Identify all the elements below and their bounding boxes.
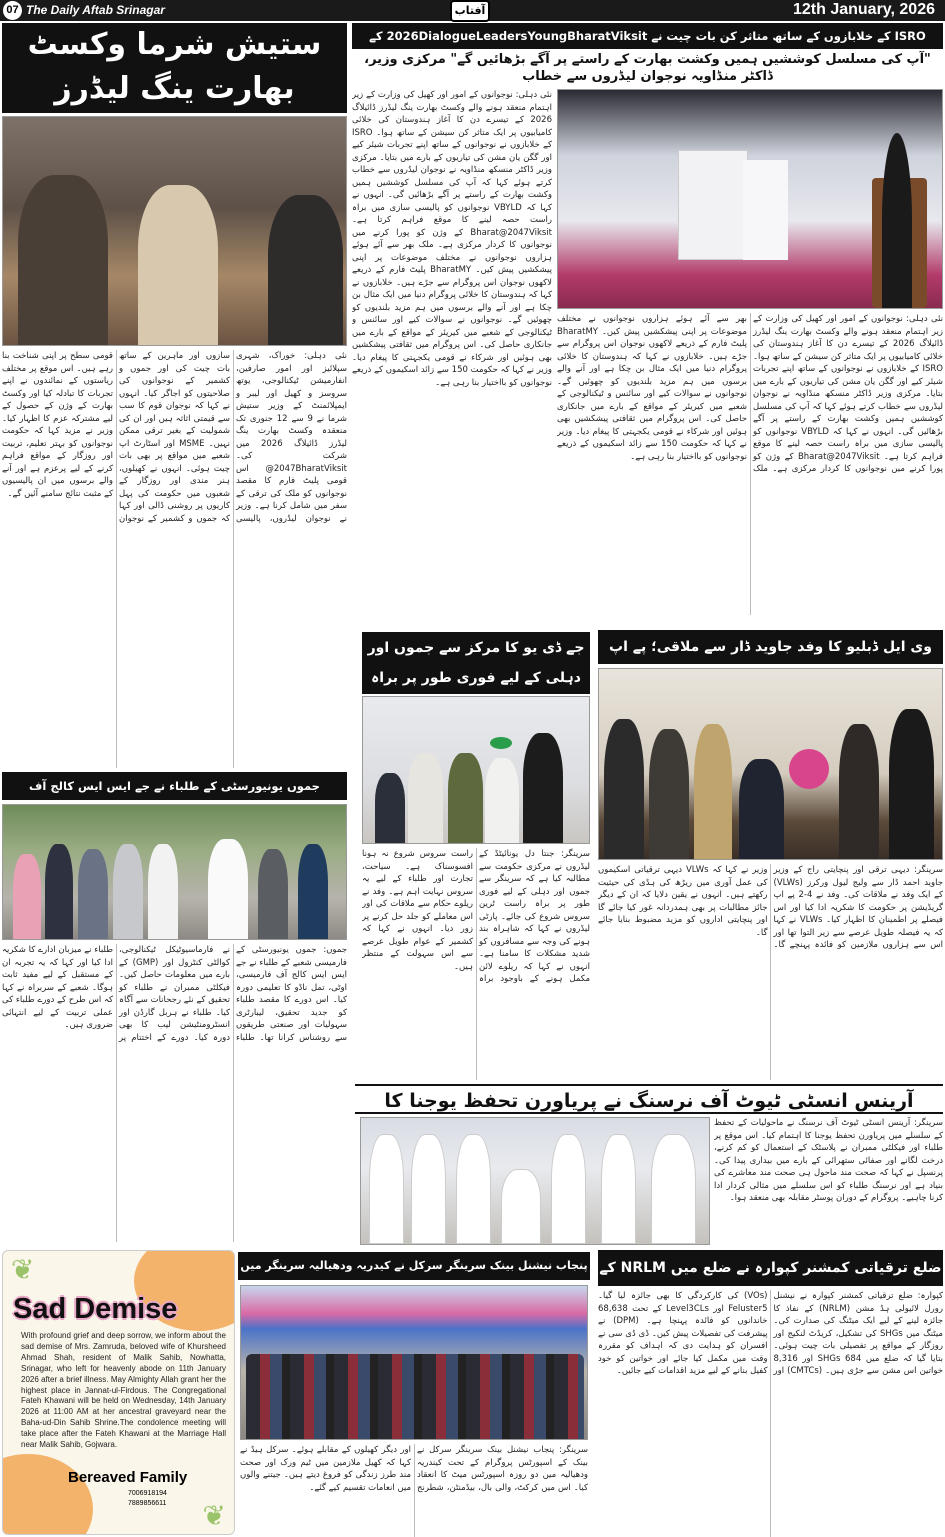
isro-body-col1: نئی دہلی: نوجوانوں کے امور اور کھیل کی وزارت کے زیر اہتمام منعقد ہونے والے وکسٹ بھارت ینگ لیڈرز ڈائیلاگ 2026 کے تیسرے دن کا آغاز ہندوستان کی خلائی کامیابیوں پر ایک متاثر کن سیشن کے ساتھ ہوا۔ ISRO کے خلابازوں نے نوجوانوں کے ساتھ اپنے تجربات شیئر کیے اور گگن یان مشن کی تیاریوں کے بارے میں بتایا۔ مرکزی وزیر ڈاکٹر منسکھ منڈاویہ نے نوجوان لیڈروں سے خطاب کرتے ہوئے کہا کہ آپ کی مسلسل کوششیں ہمیں وکشت بھارت کے راستے پر آگے بڑھائیں گی۔ انہوں نے کہا کہ VBYLD نوجوانوں کو پالیسی سازی میں براہ راست حصہ لینے کا موقع فراہم کرتا ہے۔ ‎Bharat@2047Viksit‎ کے وژن کو پورا کرنے میں نوجوانوں کا کردار مرکزی ہے۔ ملک بھر سے آئے ہوئے ہزاروں نوجوانوں نے مختلف موضوعات پر اپنی پیشکشیں پیش کیں۔ BharatMY پلیٹ فارم کے ذریعے لاکھوں نوجوان اس پروگرام سے جڑے ہیں۔ خلابازوں نے کہا کہ ہندوستان کا خلائی پروگرام دنیا میں ایک مثال بن چکا ہے اور آنے والے برسوں میں ہم مزید بلندیوں کو چھوئیں گے۔ نوجوانوں نے سوالات کیے اور سائنس و ٹیکنالوجی کے شعبے میں کیریئر کے مواقع کے بارے میں جانکاری حاصل کی۔ اس پروگرام میں ثقافتی پیشکشیں بھی ہوئیں اور شرکاء نے قومی یکجہتی کا پیغام دیا۔ وزیر نے کہا کہ حکومت 150 سے زائد اسکیموں کے ذریعے نوجوانوں کو بااختیار بنا رہی ہے۔ <box>352 90 552 388</box>
obituary-phones <box>128 1489 167 1509</box>
leaders-photo <box>2 116 347 346</box>
obituary-signature: Bereaved Family <box>68 1469 188 1486</box>
nursing-body: سرینگر: آرینس انسٹی ٹیوٹ آف نرسنگ نے ماحولیات کے تحفظ کے سلسلے میں پریاورن تحفظ یوجنا کا اہتمام کیا۔ اس موقع پر طلباء اور فیکلٹی ممبران نے پلاسٹک کے استعمال کو کم کرنے، درخت لگانے اور صفائی ستھرائی کے بارے میں بیداری پیدا کی۔ پرنسپل نے کہا کہ صحت مند ماحول ہی صحت مند معاشرے کی بنیاد ہے اور نرسنگ طلباء کو اس سلسلے میں مثالی کردار ادا کرنا چاہیے۔ پروگرام کے دوران پوسٹر مقابلہ بھی منعقد ہوا۔ <box>714 1118 943 1203</box>
page-header <box>0 0 945 21</box>
issue-date: 12th January, 2026 <box>792 1 935 18</box>
leaf-icon: ❦ <box>11 1253 35 1286</box>
leaders-headline: ستیش شرما وکسٹ بھارت ینگ لیڈرز <box>2 23 347 113</box>
nursing-photo <box>360 1117 710 1245</box>
paper-name: The Daily Aftab Srinagar <box>26 3 165 17</box>
train-headline: جے ڈی یو کا مرکز سے جموں اور دہلی کے لیے فوری طور پر براہ <box>362 632 590 694</box>
pnb-photo <box>240 1285 588 1440</box>
decorative-blob <box>2 1454 93 1535</box>
leaf-icon: ❦ <box>202 1499 226 1532</box>
nursing-headline: آرینس انسٹی ٹیوٹ آف نرسنگ نے پریاورن تحفظ یوجنا کا <box>355 1084 943 1114</box>
nrlm-headline: ضلع ترقیاتی کمشنر کپوارہ نے ضلع میں NRLM کے <box>598 1250 943 1286</box>
obituary-ad <box>2 1250 235 1535</box>
phone-number: 7006918194 <box>128 1490 167 1497</box>
jammu-univ-headline: جموں یونیورسٹی کے طلباء نے جے ایس ایس کالج آف <box>2 772 347 800</box>
jammu-univ-photo <box>2 804 347 940</box>
jammu-univ-body: جموں: جموں یونیورسٹی کے فارمیسی شعبے کے طلباء نے جے ایس ایس کالج آف فارمیسی، اوٹی، تمل ناڈو کا تعلیمی دورہ کیا۔ اس دورے کا مقصد طلباء کو جدید تحقیق، لیبارٹری سہولیات اور صنعتی طریقوں سے روشناس کرانا تھا۔ طلباء نے فارماسیوٹیکل ٹیکنالوجی، کوالٹی کنٹرول اور (GMP) کے بارے میں معلومات حاصل کیں۔ فیکلٹی ممبران نے طلباء کو تحقیق کے نئے رجحانات سے آگاہ کیا۔ طلباء نے ہربل گارڈن اور انسٹرومنٹیشن لیب کا بھی دورہ کیا۔ دورے کے اختتام پر طلباء نے میزبان ادارے کا شکریہ ادا کیا اور کہا کہ یہ تجربہ ان کے مستقبل کے لیے مفید ثابت ہوگا۔ شعبے کے سربراہ نے کہا کہ اس طرح کے دورے طلباء کی عملی تربیت کے لیے انتہائی ضروری ہیں۔ <box>2 945 347 1043</box>
pnb-headline: پنجاب نیشنل بینک سرینگر سرکل نے کیدریہ ودھیالیہ سرینگر میں <box>238 1252 590 1280</box>
isro-subhead: "آپ کی مسلسل کوششیں ہمیں وکشت بھارت کے راستے پر آگے بڑھائیں گے" مرکزی وزیر، ڈاکٹر منڈاویہ نوجوان لیڈروں سے خطاب <box>352 51 943 87</box>
obituary-body: With profound grief and deep sorrow, we inform about the sad demise of Mrs. Zamruda, beloved wife of Khursheed Ahmad Shah, resident of Malik Sahib, Nowhatta, Srinagar, who left for heavenly abode on 11th January 2026 after a brief illness. May Almighty Allah grant her the highest place in Jannat-ul-Firdous. The Congregational Fateh Khawani will be held on Wednesday, 14th January 2026 at 11:00 AM at her ancestral graveyard near the Baha-ud-Din Sahib Shrine.The condolence meeting will take place after the Fateh Khawani at the Marriage Hall near Malik Sahib, Gojwara. <box>21 1331 226 1450</box>
nrlm-body: کپوارہ: ضلع ترقیاتی کمشنر کپوارہ نے نیشنل رورل لائیولی ہڈ مشن (NRLM) کے نفاذ کا جائزہ لینے کے لیے ایک میٹنگ کی صدارت کی۔ میٹنگ میں SHGs کی تشکیل، کریڈٹ لنکیج اور روزگار کے مواقع پر تفصیلی بات چیت ہوئی۔ بتایا گیا کہ ضلع میں 684 SHGs اور 8,316 خواتین اس مشن سے جڑی ہیں۔ (CMTCs) اور (VOs) کی کارکردگی کا بھی جائزہ لیا گیا۔ Feluster5 اور Level3CLs کے تحت 68,638 خاندانوں کو فائدہ پہنچا ہے۔ (DPM) نے پیشرفت کی تفصیلات پیش کیں۔ ڈی ڈی سی نے افسران کو ہدایت دی کہ اہداف کو مقررہ وقت میں مکمل کیا جائے اور خواتین کو خود کفیل بنانے کے لیے مزید اقدامات کیے جائیں۔ <box>598 1291 943 1376</box>
phone-number: 7889856611 <box>128 1500 167 1507</box>
pnb-body: سرینگر: پنجاب نیشنل بینک سرینگر سرکل نے بینک کے اسپورٹس پروگرام کے تحت کیندریہ ودھیالیہ میں دو روزہ اسپورٹس میٹ کا انعقاد کیا۔ اس میں کرکٹ، والی بال، بیڈمنٹن، شطرنج اور دیگر کھیلوں کے مقابلے ہوئے۔ سرکل ہیڈ نے کہا کہ کھیل ملازمین میں ٹیم ورک اور صحت مند طرز زندگی کو فروغ دیتے ہیں۔ جیتنے والوں میں انعامات تقسیم کیے گئے۔ <box>240 1445 588 1493</box>
vlw-headline: وی ایل ڈبلیو کا وفد جاوید ڈار سے ملاقی؛ پے اپ <box>598 630 943 664</box>
train-photo <box>362 696 590 844</box>
isro-photo <box>557 89 943 309</box>
leaders-body: نئی دہلی: خوراک، شہری سپلائیز اور امور صارفین، انفارمیشن ٹیکنالوجی، یوتھ سروسز و کھیل اور لیبر و ایمپلائمنٹ کے وزیر ستیش شرما نے 9 سے 12 جنوری تک منعقدہ وکسٹ بھارت ینگ لیڈرز ڈائیلاگ 2026 میں شرکت کی۔ ‎@2047BharatViksit‎ اس قومی پلیٹ فارم کا مقصد نوجوانوں کو ملک کی ترقی کے سفر میں شامل کرنا ہے۔ وزیر نے نوجوان لیڈروں، پالیسی سازوں اور ماہرین کے ساتھ بات چیت کی اور جموں و کشمیر کے نوجوانوں کی صلاحیتوں کو اجاگر کیا۔ انہوں نے کہا کہ نوجوان قوم کا سب سے قیمتی اثاثہ ہیں اور ان کی شمولیت کے بغیر ترقی ممکن نہیں۔ MSME اور اسٹارٹ اپ شعبے میں مواقع پر بھی بات چیت ہوئی۔ انہوں نے کھیلوں، ہنر مندی اور روزگار کے شعبوں میں حکومت کی پہل کاریوں پر روشنی ڈالی اور کہا کہ جموں و کشمیر کے نوجوان قومی سطح پر اپنی شناخت بنا رہے ہیں۔ اس موقع پر مختلف ریاستوں کے نمائندوں نے اپنے تجربات کا تبادلہ کیا اور وکسٹ بھارت کے وژن کے حصول کے لیے مشترکہ عزم کا اظہار کیا۔ وزیر نے مزید کہا کہ حکومت نوجوانوں کو بہتر تعلیم، تربیت اور روزگار کے مواقع فراہم کرنے کے لیے پرعزم ہے اور آنے والے برسوں میں ان پالیسیوں کے مثبت نتائج سامنے آئیں گے۔ <box>2 351 347 524</box>
page-number: 07 <box>3 1 22 20</box>
vlw-body: سرینگر: دیہی ترقی اور پنچایتی راج کے وزیر جاوید احمد ڈار سے ولیج لیول ورکرز (VLWs) کے ایک وفد نے ملاقات کی۔ وفد نے 4-2 پے اپ گریڈیشن پر حکومت کا شکریہ ادا کیا اور اس فیصلے پر اطمینان کا اظہار کیا۔ VLWs نے کہا کہ یہ فیصلہ طویل عرصے سے زیر التوا تھا اور اس سے ہزاروں ملازمین کو فائدہ پہنچے گا۔ وزیر نے کہا کہ VLWs دیہی ترقیاتی اسکیموں کی عمل آوری میں ریڑھ کی ہڈی کی حیثیت رکھتے ہیں۔ انہوں نے یقین دلایا کہ ان کے دیگر جائز مطالبات پر بھی ہمدردانہ غور کیا جائے گا اور پنچایتی اداروں کو مزید مضبوط بنایا جائے گا۔ <box>598 865 943 950</box>
newspaper-logo: آفتاب <box>450 0 490 22</box>
isro-headline: ISRO کے خلابازوں کے ساتھ متاثر کن بات چیت نے 2026DialogueLeadersYoungBharatViksit کے <box>352 23 943 49</box>
obituary-title: Sad Demise <box>13 1293 178 1325</box>
vlw-photo <box>598 668 943 860</box>
isro-body-col2: نئی دہلی: نوجوانوں کے امور اور کھیل کی وزارت کے زیر اہتمام منعقد ہونے والے وکسٹ بھارت ینگ لیڈرز ڈائیلاگ 2026 کے تیسرے دن کا آغاز ہندوستان کی خلائی کامیابیوں پر ایک متاثر کن سیشن کے ساتھ ہوا۔ ISRO کے خلابازوں نے نوجوانوں کے ساتھ اپنے تجربات شیئر کیے اور گگن یان مشن کی تیاریوں کے بارے میں بتایا۔ مرکزی وزیر ڈاکٹر منسکھ منڈاویہ نے نوجوان لیڈروں سے خطاب کرتے ہوئے کہا کہ آپ کی مسلسل کوششیں ہمیں وکشت بھارت کے راستے پر آگے بڑھائیں گی۔ انہوں نے کہا کہ VBYLD نوجوانوں کو پالیسی سازی میں براہ راست حصہ لینے کا موقع فراہم کرتا ہے۔ ‎Bharat@2047Viksit‎ کے وژن کو پورا کرنے میں نوجوانوں کا کردار مرکزی ہے۔ ملک بھر سے آئے ہوئے ہزاروں نوجوانوں نے مختلف موضوعات پر اپنی پیشکشیں پیش کیں۔ BharatMY پلیٹ فارم کے ذریعے لاکھوں نوجوان اس پروگرام سے جڑے ہیں۔ خلابازوں نے کہا کہ ہندوستان کا خلائی پروگرام دنیا میں ایک مثال بن چکا ہے اور آنے والے برسوں میں ہم مزید بلندیوں کو چھوئیں گے۔ نوجوانوں نے سوالات کیے اور سائنس و ٹیکنالوجی کے شعبے میں کیریئر کے مواقع کے بارے میں جانکاری حاصل کی۔ اس پروگرام میں ثقافتی پیشکشیں بھی ہوئیں اور شرکاء نے قومی یکجہتی کا پیغام دیا۔ وزیر نے کہا کہ حکومت 150 سے زائد اسکیموں کے ذریعے نوجوانوں کو بااختیار بنا رہی ہے۔ <box>557 314 943 474</box>
train-body: سرینگر: جنتا دل یونائیٹڈ کے لیڈروں نے مرکزی حکومت سے مطالبہ کیا ہے کہ سرینگر سے جموں اور دہلی کے لیے فوری طور پر براہ راست ٹرین سروس شروع کی جائے۔ پارٹی لیڈروں نے کہا کہ شاہراہ بند ہونے کی وجہ سے مسافروں کو شدید مشکلات کا سامنا ہے۔ انہوں نے کہا کہ ریلوے لائن مکمل ہونے کے باوجود براہ راست سروس شروع نہ ہونا افسوسناک ہے۔ سیاحت، تجارت اور طلباء کے لیے یہ سروس نہایت اہم ہے۔ وفد نے ریلوے حکام سے ملاقات کی اور اس معاملے کو جلد حل کرنے پر زور دیا۔ انہوں نے کہا کہ کشمیر کے عوام طویل عرصے سے اس سہولت کے منتظر ہیں۔ <box>362 849 590 984</box>
